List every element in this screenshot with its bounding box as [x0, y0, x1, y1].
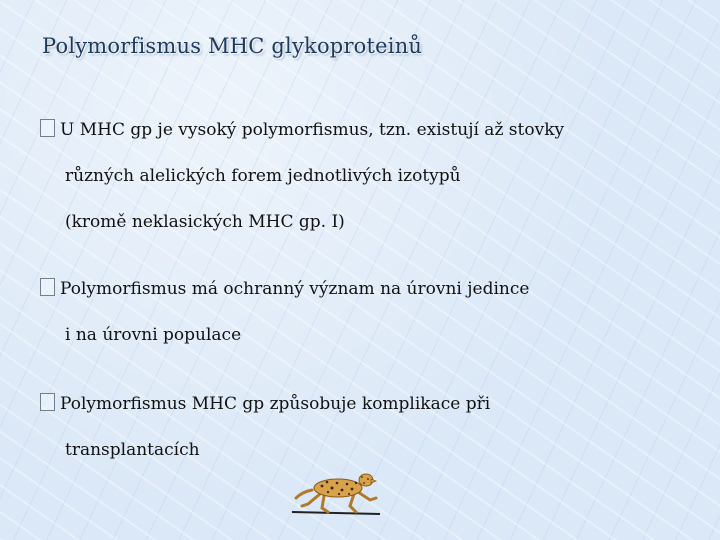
bullet-line: Polymorfismus má ochranný význam na úrovni jedince [60, 279, 530, 299]
bullet-line: Polymorfismus MHC gp způsobuje komplikace při [60, 394, 491, 414]
square-bullet-icon [40, 393, 55, 411]
bullet-item [40, 266, 690, 358]
bullet-line: transplantacích [65, 440, 200, 460]
slide-title: Polymorfismus MHC glykoproteinů [42, 34, 423, 58]
bullet-line: U MHC gp je vysoký polymorfismus, tzn. existují až stovky [60, 120, 565, 140]
bullet-line: různých alelických forem jednotlivých izotypů [65, 166, 461, 186]
bullet-item [40, 381, 690, 473]
bullet-line: (kromě neklasických MHC gp. I) [65, 212, 345, 232]
square-bullet-icon [40, 278, 55, 296]
running-cheetah-icon [292, 468, 384, 518]
bullet-line: i na úrovni populace [65, 325, 242, 345]
bullet-item [40, 107, 690, 245]
square-bullet-icon [40, 119, 55, 137]
